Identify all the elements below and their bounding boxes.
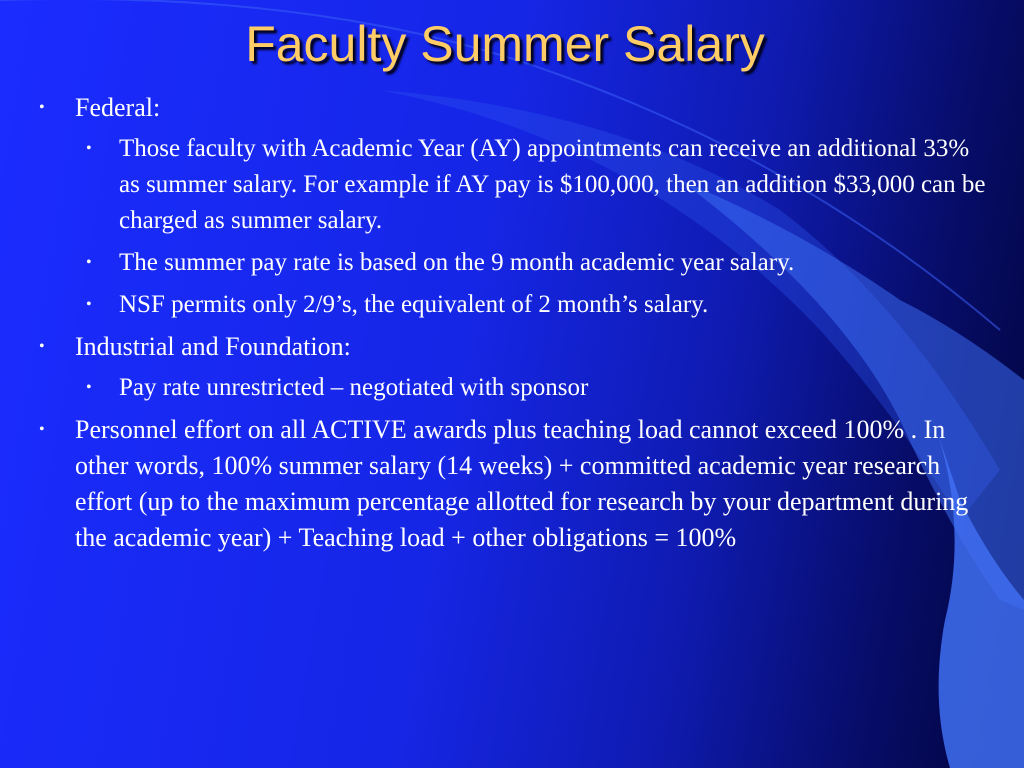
bullet-dot-icon: • xyxy=(86,254,92,271)
bullet-text: NSF permits only 2/9’s, the equivalent of 2 month’s salary. xyxy=(119,291,709,318)
bullet-dot-icon: • xyxy=(86,379,92,396)
bullet-dot-icon: • xyxy=(86,140,92,157)
bullet-dot-icon: • xyxy=(39,99,45,116)
bullet-item xyxy=(30,412,990,556)
sub-bullet-item xyxy=(30,287,990,323)
bullet-item xyxy=(30,90,990,126)
slide-body xyxy=(30,90,990,561)
bullet-dot-icon: • xyxy=(39,338,45,355)
bullet-text: The summer pay rate is based on the 9 month academic year salary. xyxy=(119,249,795,276)
sub-bullet-item xyxy=(30,370,990,406)
bullet-text: Federal: xyxy=(75,93,161,122)
bullet-dot-icon: • xyxy=(39,421,45,438)
bullet-text: Those faculty with Academic Year (AY) appointments can receive an additional 33% as summer salary. For example if AY pay is $100,000, then an addition $33,000 can be charged as summer salary. xyxy=(119,135,986,234)
bullet-text: Personnel effort on all ACTIVE awards plus teaching load cannot exceed 100% . In other words, 100% summer salary (14 weeks) + committed academic year research effort (up to the maximum percentage allotted for research by your department during the academic year) + Teaching load + other obligations = 100% xyxy=(75,415,969,552)
bullet-dot-icon: • xyxy=(86,296,92,313)
bullet-text: Pay rate unrestricted – negotiated with sponsor xyxy=(119,374,589,401)
slide-title: Faculty Summer Salary xyxy=(245,16,765,72)
sub-bullet-item xyxy=(30,131,990,239)
bullet-text: Industrial and Foundation: xyxy=(75,332,351,361)
bullet-item xyxy=(30,329,990,365)
sub-bullet-item xyxy=(30,245,990,281)
